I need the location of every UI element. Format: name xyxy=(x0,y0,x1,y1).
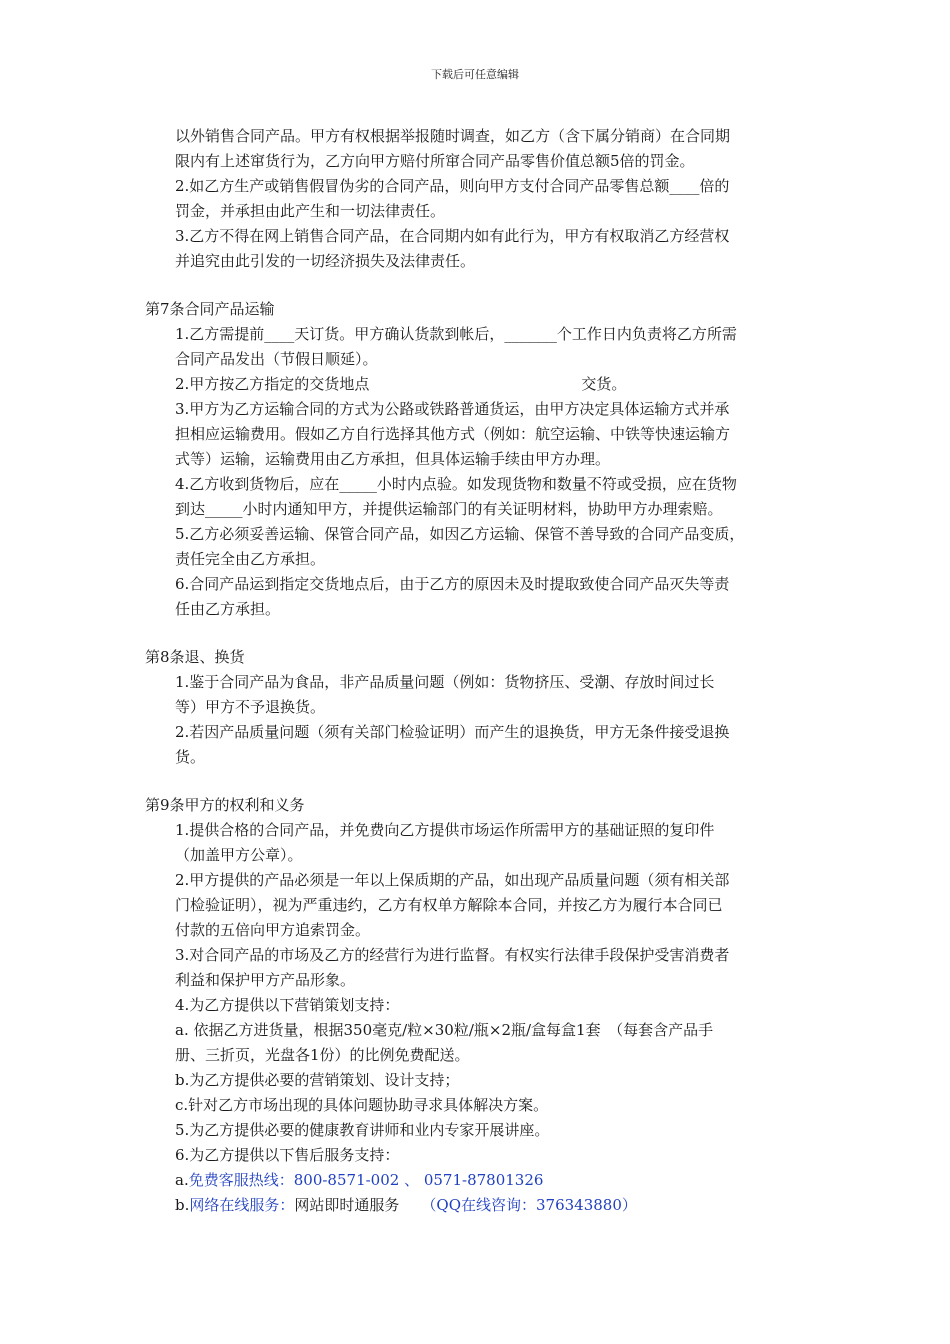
online-service-label: 网络在线服务： xyxy=(189,1196,295,1214)
intro-paragraph-1-line-1: 以外销售合同产品。甲方有权根据举报随时调查，如乙方（含下属分销商）在合同期 xyxy=(175,127,731,145)
s7-item-1-line-2: 合同产品发出（节假日顺延）。 xyxy=(175,350,378,368)
s7-item-2 xyxy=(145,372,825,397)
s7-item-5-line-2: 责任完全由乙方承担。 xyxy=(175,550,326,568)
intro-paragraph-1-line-2: 限内有上述窜货行为，乙方向甲方赔付所窜合同产品零售价值总额5倍的罚金。 xyxy=(175,152,695,170)
section-7-title: 第7条合同产品运输 xyxy=(145,300,275,318)
s7-item-1-line-1: 1.乙方需提前____天订货。甲方确认货款到帐后，_______个工作日内负责将乙方所需 xyxy=(175,325,737,343)
section-8-title: 第8条退、换货 xyxy=(145,648,245,666)
s9-item-2-line-1: 2.甲方提供的产品必须是一年以上保质期的产品，如出现产品质量问题（须有相关部 xyxy=(175,871,730,889)
s7-item-2-text: 2.甲方按乙方指定的交货地点 xyxy=(175,375,370,393)
qq-consult: （QQ在线咨询：376343880） xyxy=(421,1196,637,1214)
s9-item-1-line-2: （加盖甲方公章）。 xyxy=(175,846,303,864)
s7-item-4-line-2: 到达_____小时内通知甲方，并提供运输部门的有关证明材料，协助甲方办理索赔。 xyxy=(175,500,723,518)
s9-item-2-line-3: 付款的五倍向甲方追索罚金。 xyxy=(175,921,371,939)
s7-item-4-line-1: 4.乙方收到货物后，应在_____小时内点验。如发现货物和数量不符或受损，应在货物 xyxy=(175,475,737,493)
intro-paragraph-2-line-2: 罚金，并承担由此产生和一切法律责任。 xyxy=(175,202,446,220)
s9-item-4b: b.为乙方提供必要的营销策划、设计支持； xyxy=(175,1071,460,1089)
section-9-title: 第9条甲方的权利和义务 xyxy=(145,796,305,814)
s7-item-6-line-1: 6.合同产品运到指定交货地点后，由于乙方的原因未及时提取致使合同产品灭失等责 xyxy=(175,575,730,593)
s7-item-5-line-1: 5.乙方必须妥善运输、保管合同产品，如因乙方运输、保管不善导致的合同产品变质， xyxy=(175,525,745,543)
section-gap xyxy=(145,274,825,297)
s8-item-1-line-2: 等）甲方不予退换货。 xyxy=(175,698,326,716)
s8-item-1-line-1: 1.鉴于合同产品为食品，非产品质量问题（例如：货物挤压、受潮、存放时间过长 xyxy=(175,673,715,691)
s7-item-2-suffix: 交货。 xyxy=(581,375,627,393)
s7-item-3-line-2: 担相应运输费用。假如乙方自行选择其他方式（例如：航空运输、中铁等快速运输方 xyxy=(175,425,731,443)
intro-paragraph-2-line-1: 2.如乙方生产或销售假冒伪劣的合同产品，则向甲方支付合同产品零售总额____倍的 xyxy=(175,177,730,195)
s9-item-4a-line-2: 册、三折页，光盘各1份）的比例免费配送。 xyxy=(175,1046,470,1064)
intro-paragraph-3-line-1: 3.乙方不得在网上销售合同产品，在合同期内如有此行为，甲方有权取消乙方经营权 xyxy=(175,227,730,245)
intro-paragraph-3-line-2: 并追究由此引发的一切经济损失及法律责任。 xyxy=(175,252,476,270)
s9-item-4a-line-1: a. 依据乙方进货量，根据350毫克/粒×30粒/瓶×2瓶/盒每盒1套 （每套含产品手 xyxy=(175,1021,714,1039)
s9-item-3-line-2: 利益和保护甲方产品形象。 xyxy=(175,971,356,989)
s9-item-1-line-1: 1.提供合格的合同产品，并免费向乙方提供市场运作所需甲方的基础证照的复印件 xyxy=(175,821,715,839)
s9-item-4c: c.针对乙方市场出现的具体问题协助寻求具体解决方案。 xyxy=(175,1096,549,1114)
section-gap xyxy=(145,622,825,645)
s7-item-3-line-1: 3.甲方为乙方运输合同的方式为公路或铁路普通货运，由甲方决定具体运输方式并承 xyxy=(175,400,730,418)
s9-item-6b xyxy=(145,1193,825,1218)
s8-item-2-line-1: 2.若因产品质量问题（须有关部门检验证明）而产生的退换货，甲方无条件接受退换 xyxy=(175,723,730,741)
online-service-text: 网站即时通服务 xyxy=(294,1196,400,1214)
s9-item-6: 6.为乙方提供以下售后服务支持： xyxy=(175,1146,400,1164)
s9-item-6a xyxy=(145,1168,825,1193)
s7-item-6-line-2: 任由乙方承担。 xyxy=(175,600,281,618)
hotline-numbers: 800-8571-002 、 0571-87801326 xyxy=(293,1171,544,1189)
s9-item-5: 5.为乙方提供必要的健康教育讲师和业内专家开展讲座。 xyxy=(175,1121,550,1139)
section-gap xyxy=(145,770,825,793)
document-body xyxy=(145,124,825,1218)
s8-item-2-line-2: 货。 xyxy=(175,748,206,766)
s9-item-6b-prefix: b. xyxy=(175,1196,190,1214)
s9-item-3-line-1: 3.对合同产品的市场及乙方的经营行为进行监督。有权实行法律手段保护受害消费者 xyxy=(175,946,730,964)
page-header: 下载后可任意编辑 xyxy=(431,68,519,81)
s7-item-3-line-3: 式等）运输，运输费用由乙方承担，但具体运输手续由甲方办理。 xyxy=(175,450,611,468)
hotline-label: 免费客服热线： xyxy=(188,1171,294,1189)
s9-item-2-line-2: 门检验证明），视为严重违约，乙方有权单方解除本合同，并按乙方为履行本合同已 xyxy=(175,896,723,914)
s9-item-6a-prefix: a. xyxy=(175,1171,189,1189)
s9-item-4: 4.为乙方提供以下营销策划支持： xyxy=(175,996,400,1014)
